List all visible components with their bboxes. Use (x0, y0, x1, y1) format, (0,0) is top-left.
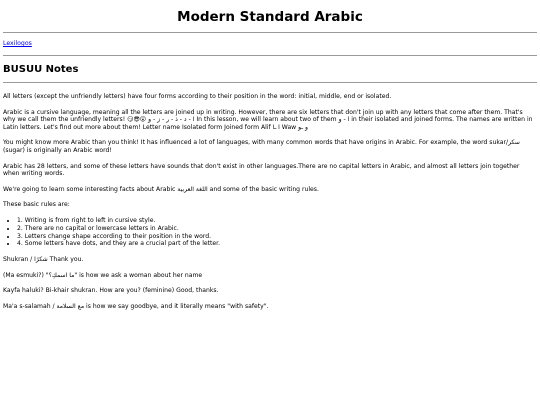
lexilogos-link[interactable]: Lexilogos (3, 40, 32, 47)
nav-bar (3, 40, 537, 48)
paragraph-letters: Arabic has 28 letters, and some of these letters have sounds that don't exist in other languages.There are no capital letters in Arabic, and almost all letters join together when writing words. (3, 162, 520, 178)
page (0, 9, 540, 311)
paragraph-facts: We're going to learn some interesting facts about Arabic اللغة العربية and some of the basic writing rules. (3, 185, 319, 193)
paragraph-influence: You might know more Arabic than you think! It has influenced a lot of languages, with many common words that have origins in Arabic. For example, the word sukar/سكر (sugar) is originally an Arabic word! (3, 139, 520, 154)
paragraph-rules-intro: These basic rules are: (3, 201, 70, 209)
article-body (3, 93, 537, 311)
divider (3, 82, 537, 83)
rules-list (3, 217, 537, 248)
phrase-how-are-you: Kayfa haluki? Bi-khair shukran. How are you? (feminine) Good, thanks. (3, 287, 219, 295)
page-title: Modern Standard Arabic (177, 9, 363, 25)
phrase-name: (Ma esmuki?) "ما اسمكِ؟" is how we ask a woman about her name (3, 271, 203, 279)
paragraph-forms: All letters (except the unfriendly letters) have four forms according to their position in the word: initial, middle, end or isolated. (3, 93, 392, 100)
list-item: • 4. Some letters have dots, and they are a crucial part of the letter. (17, 240, 537, 248)
list-item: • 3. Letters change shape according to their position in the word. (17, 233, 537, 241)
divider (3, 55, 537, 56)
paragraph-cursive: Arabic is a cursive language, meaning all the letters are joined up in writing. However, there are six letters that don't join up with any letters that come after them. That's why we call them the unfriendly letters! 😏😎😮 ا - د - ذ - ر - ز - و In this lesson, we will learn about two of them ا - و in their isolated and joined forms. The names are written in Latin letters. Let's find out more about them! Letter name Isolated form Joined form Alif ا ـا Waw و ـو (3, 108, 533, 131)
section-heading: BUSUU Notes (3, 64, 79, 75)
divider (3, 32, 537, 33)
list-item: • 2. There are no capital or lowercase letters in Arabic. (17, 225, 537, 233)
phrase-thank-you: Shukran / شكرًا Thank you. (3, 256, 84, 264)
phrase-goodbye: Ma'a s-salamah / مع السلامة is how we say goodbye, and it literally means "with safety". (3, 302, 269, 310)
list-item: • 1. Writing is from right to left in cursive style. (17, 217, 537, 225)
